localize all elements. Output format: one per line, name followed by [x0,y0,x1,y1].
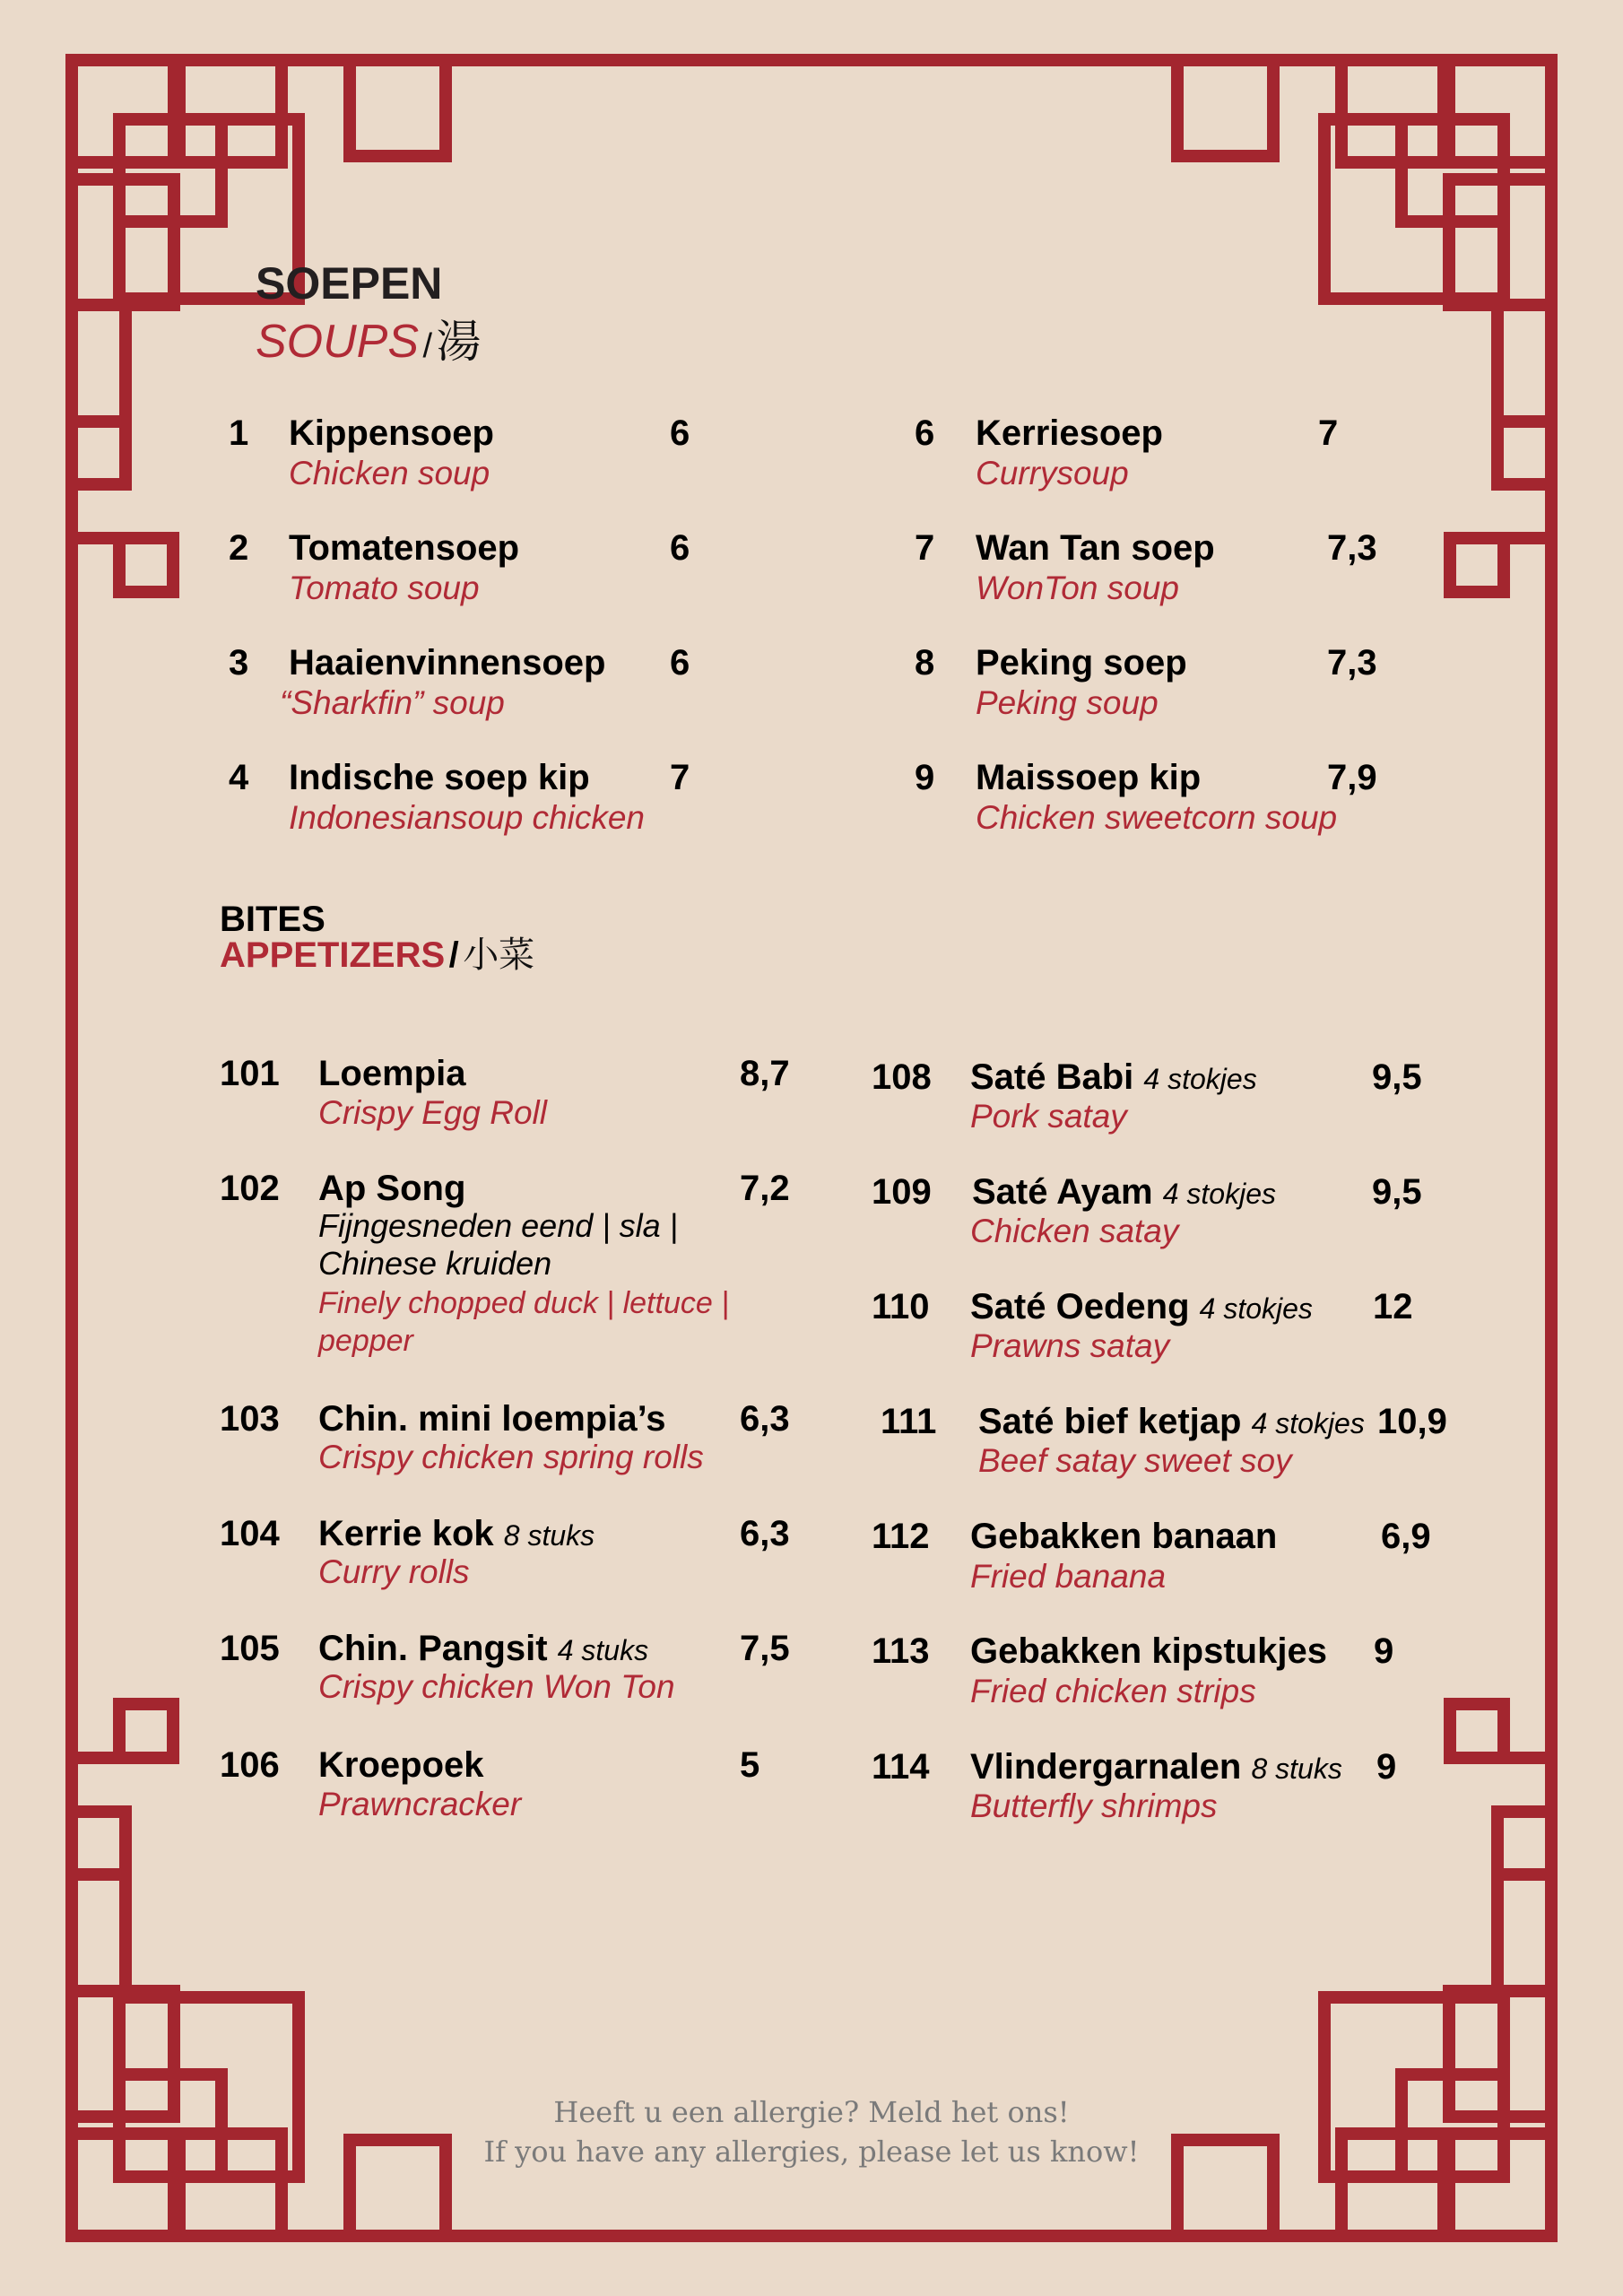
item-number: 101 [220,1054,280,1093]
item-number: 7 [915,528,935,568]
bites-heading: BITES [220,900,325,939]
soups-subheading [256,316,482,368]
item-english: Crispy chicken Won Ton [318,1668,675,1705]
item-name: Tomatensoep [289,528,520,568]
item-price: 7,2 [740,1169,790,1208]
item-number: 105 [220,1629,280,1668]
item-name: Peking soep [976,643,1187,683]
item-price: 6,3 [740,1514,790,1553]
item-price: 7,9 [1327,758,1377,797]
item-name [318,1631,648,1666]
item-english: Chicken soup [289,455,490,491]
item-price: 6 [670,528,690,568]
soups-separator: / [422,327,433,365]
item-english: Crispy chicken spring rolls [318,1439,704,1475]
item-name: Ap Song [318,1169,466,1208]
item-english: WonTon soup [976,570,1179,606]
item-name-text: Saté Ayam [972,1172,1153,1212]
item-number: 3 [229,643,249,683]
item-name: Kippensoep [289,413,494,453]
item-price: 5 [740,1745,760,1785]
item-number: 111 [881,1402,937,1441]
item-english: Peking soup [976,684,1159,721]
item-name [978,1404,1365,1439]
item-price: 9 [1374,1631,1394,1671]
soups-heading: SOEPEN [256,258,443,309]
item-name: Maissoep kip [976,758,1202,797]
item-english: Chicken sweetcorn soup [976,799,1338,836]
item-number: 113 [872,1631,930,1671]
item-description: Fijngesneden eend | sla | Chinese kruiden [318,1207,678,1282]
item-note: 4 stokjes [1251,1407,1365,1439]
item-number: 106 [220,1745,280,1785]
item-price: 7,3 [1327,643,1377,683]
item-number: 110 [872,1287,930,1326]
item-number: 1 [229,413,249,453]
item-name: Wan Tan soep [976,528,1215,568]
item-price: 6,9 [1381,1517,1431,1556]
item-number: 102 [220,1169,280,1208]
item-name: Haaienvinnensoep [289,643,606,683]
item-name-text: Saté Oedeng [970,1287,1190,1326]
item-english: Fried chicken strips [970,1673,1256,1709]
item-price: 6,3 [740,1399,790,1439]
item-english: Finely chopped duck | lettuce | pepper [318,1286,730,1358]
item-english: Beef satay sweet soy [978,1442,1292,1479]
item-number: 9 [915,758,935,797]
item-price: 7 [670,758,690,797]
item-english: Prawncracker [318,1786,522,1822]
item-name: Chin. mini loempia’s [318,1399,666,1439]
item-note: 8 stuks [1251,1752,1342,1785]
item-name [970,1749,1342,1785]
bites-chinese: 小菜 [463,935,535,976]
item-price: 7,3 [1327,528,1377,568]
item-price: 9 [1376,1747,1397,1787]
item-english: Crispy Egg Roll [318,1094,547,1131]
item-english: Currysoup [976,455,1129,491]
item-price: 9,5 [1372,1057,1422,1097]
item-number: 6 [915,413,935,453]
item-name: Gebakken banaan [970,1517,1278,1556]
item-price: 12 [1373,1287,1413,1326]
item-number: 4 [229,758,249,797]
item-note: 4 stuks [557,1634,649,1666]
item-note: 4 stokjes [1162,1178,1276,1210]
item-name: Loempia [318,1054,466,1093]
item-number: 104 [220,1514,280,1553]
allergy-notice-english: If you have any allergies, please let us know! [483,2135,1140,2169]
item-name-text: Kerrie kok [318,1514,494,1553]
item-number: 8 [915,643,935,683]
item-note: 4 stokjes [1199,1292,1313,1325]
allergy-notice-dutch: Heeft u een allergie? Meld het ons! [553,2095,1070,2129]
item-english: Curry rolls [318,1553,470,1590]
item-note: 8 stuks [503,1519,595,1552]
item-english: Butterfly shrimps [970,1787,1218,1824]
item-english: Pork satay [970,1098,1127,1135]
item-name [970,1289,1313,1325]
item-number: 112 [872,1517,930,1556]
bites-subheading [220,935,535,976]
item-name [318,1516,595,1552]
item-number: 108 [872,1057,932,1097]
item-price: 7,5 [740,1629,790,1668]
item-name-text: Chin. Pangsit [318,1629,548,1668]
item-name: Gebakken kipstukjes [970,1631,1327,1671]
bites-subtitle: APPETIZERS [220,935,446,975]
item-name: Indische soep kip [289,758,590,797]
item-name-text: Saté bief ketjap [978,1402,1242,1441]
item-price: 6 [670,643,690,683]
item-number: 114 [872,1747,930,1787]
item-number: 109 [872,1172,932,1212]
item-name [970,1059,1257,1095]
item-name [972,1174,1276,1210]
bites-separator: / [448,935,459,975]
item-price: 8,7 [740,1054,790,1093]
item-number: 2 [229,528,249,568]
item-price: 7 [1318,413,1339,453]
item-name-text: Vlindergarnalen [970,1747,1242,1787]
item-name-text: Saté Babi [970,1057,1134,1097]
item-english: Tomato soup [289,570,480,606]
item-english: Indonesiansoup chicken [289,799,646,836]
item-price: 6 [670,413,690,453]
item-number: 103 [220,1399,280,1439]
item-english: Chicken satay [970,1213,1179,1249]
item-name: Kerriesoep [976,413,1163,453]
item-english: “Sharkfin” soup [280,684,505,721]
item-english: Prawns satay [970,1327,1170,1364]
item-price: 9,5 [1372,1172,1422,1212]
item-name: Kroepoek [318,1745,484,1785]
item-price: 10,9 [1377,1402,1447,1441]
item-note: 4 stokjes [1143,1063,1257,1095]
soups-chinese: 湯 [436,316,482,368]
soups-subtitle: SOUPS [256,316,420,368]
item-english: Fried banana [970,1558,1167,1595]
